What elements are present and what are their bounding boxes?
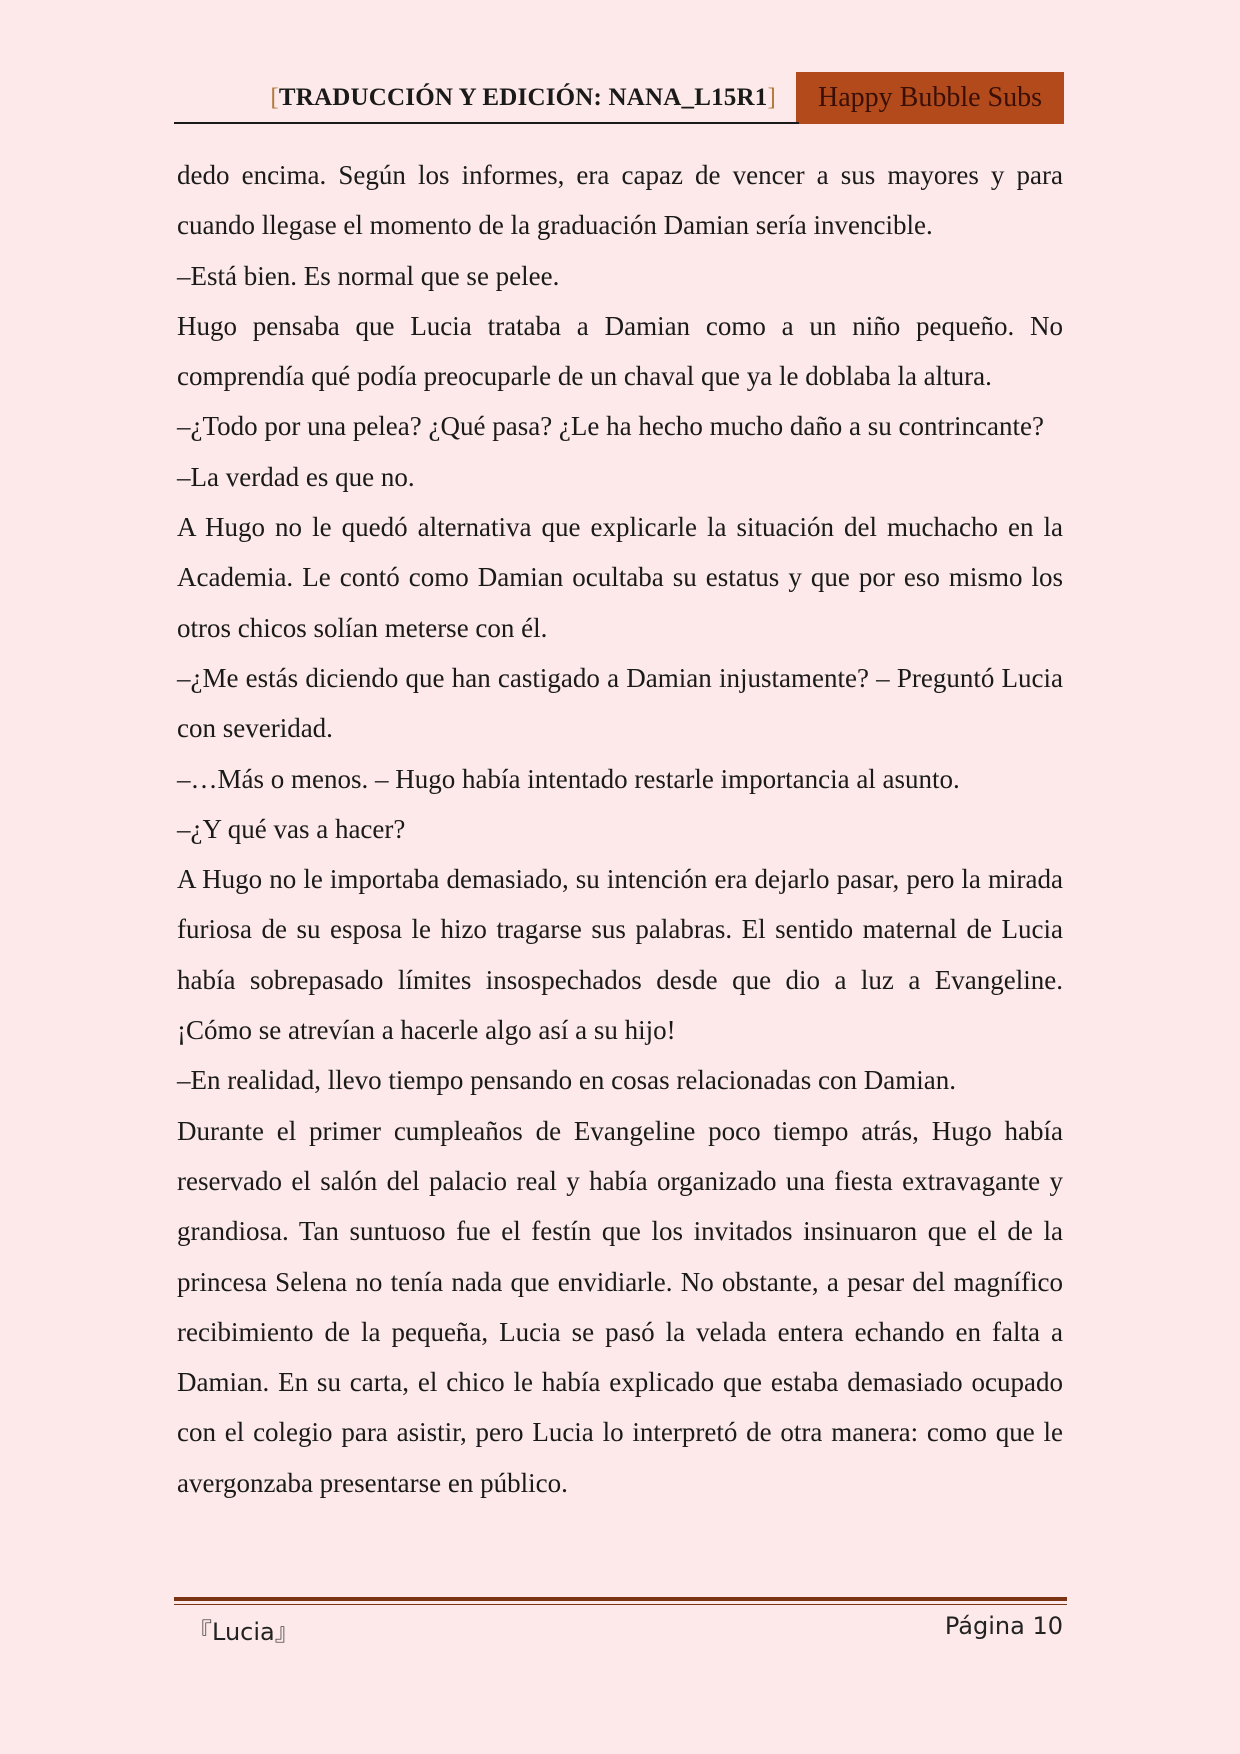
- header-credit: [270, 84, 776, 112]
- footer-rule-thin: [174, 1604, 1067, 1605]
- paragraph: A Hugo no le quedó alternativa que explicarle la situación del muchacho en la Academia. Le contó como Damian ocultaba su estatus y que por eso mismo los otros chicos solían meterse con él.: [177, 512, 1063, 643]
- page-body: [177, 150, 1063, 1508]
- paragraph: A Hugo no le importaba demasiado, su intención era dejarlo pasar, pero la mirada furiosa de su esposa le hizo tragarse sus palabras. El sentido maternal de Lucia había sobrepasado límites insospechados desde que dio a luz a Evangeline. ¡Cómo se atrevían a hacerle algo así a su hijo!: [177, 864, 1063, 1046]
- paragraph: –¿Todo por una pelea? ¿Qué pasa? ¿Le ha hecho mucho daño a su contrincante?: [177, 411, 1044, 442]
- paragraph: –La verdad es que no.: [177, 461, 415, 492]
- header-title: TRADUCCIÓN Y EDICIÓN: NANA_L15R1: [278, 84, 768, 111]
- paragraph: Hugo pensaba que Lucia trataba a Damian como a un niño pequeño. No comprendía qué podía preocuparle de un chaval que ya le doblaba la altura.: [177, 310, 1063, 392]
- paragraph: –¿Me estás diciendo que han castigado a Damian injustamente? – Preguntó Lucia con severidad.: [177, 662, 1063, 744]
- header-rule: [174, 122, 799, 124]
- header-badge: Happy Bubble Subs: [796, 72, 1064, 124]
- header-bracket-open: [: [270, 84, 279, 111]
- paragraph: Durante el primer cumpleaños de Evangeline poco tiempo atrás, Hugo había reservado el salón del palacio real y había organizado una fiesta extravagante y grandiosa. Tan suntuoso fue el festín que los invitados insinuaron que el de la princesa Selena no tenía nada que envidiarle. No obstante, a pesar del magnífico recibimiento de la pequeña, Lucia se pasó la velada entera echando en falta a Damian. En su carta, el chico le había explicado que estaba demasiado ocupado con el colegio para asistir, pero Lucia lo interpretó de otra manera: como que le avergonzaba presentarse en público.: [177, 1115, 1063, 1498]
- paragraph: –En realidad, llevo tiempo pensando en cosas relacionadas con Damian.: [177, 1065, 956, 1096]
- page-number: Página 10: [944, 1612, 1063, 1640]
- page-header: [174, 72, 1064, 124]
- footer-rule: [174, 1597, 1067, 1601]
- footer-book-title: 『Lucia』: [188, 1618, 299, 1646]
- paragraph: –¿Y qué vas a hacer?: [177, 813, 406, 844]
- paragraph: –…Más o menos. – Hugo había intentado restarle importancia al asunto.: [177, 763, 960, 794]
- paragraph: dedo encima. Según los informes, era capaz de vencer a sus mayores y para cuando llegase el momento de la graduación Damian sería invencible.: [177, 160, 1063, 241]
- paragraph: –Está bien. Es normal que se pelee.: [177, 260, 560, 291]
- header-bracket-close: ]: [767, 84, 776, 111]
